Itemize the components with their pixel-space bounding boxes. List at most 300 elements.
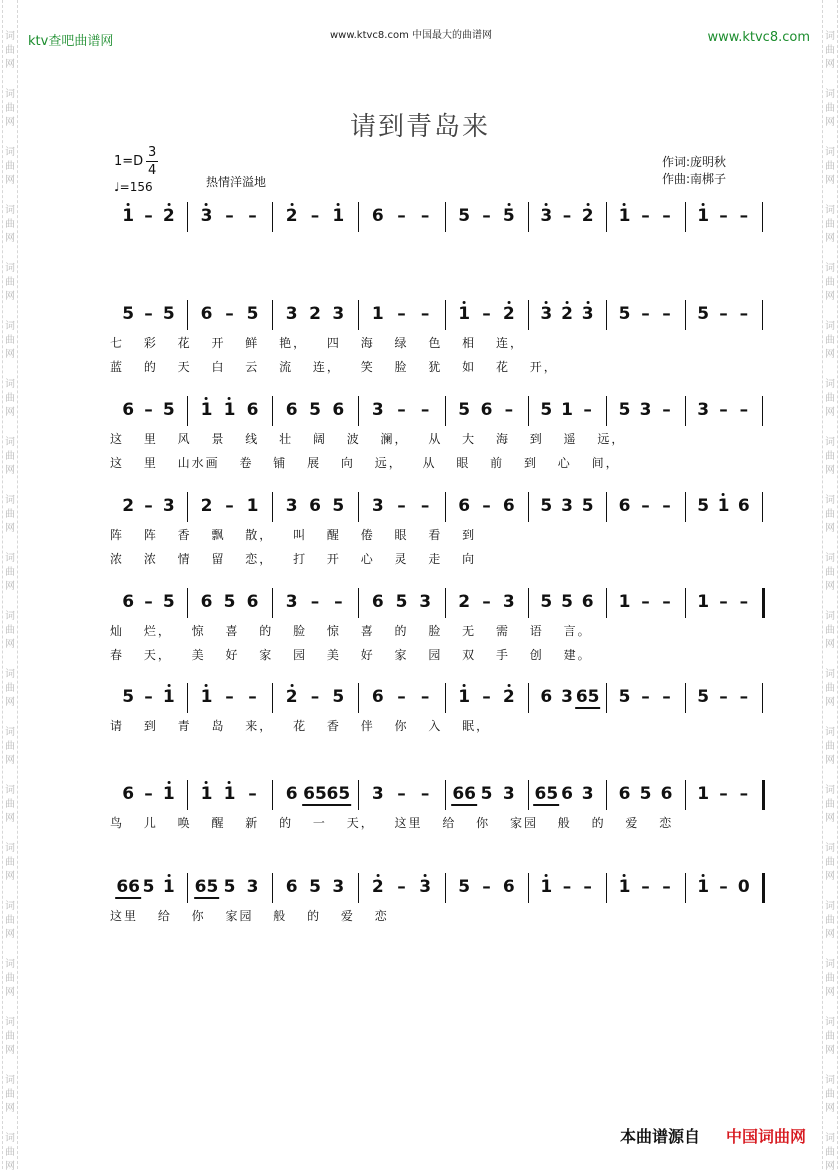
lyric-line: 请 到 青 岛 来， 花 香 伴 你 入 眠，: [110, 719, 491, 733]
bar-line: [445, 588, 446, 618]
note: 6: [371, 687, 384, 707]
note: 2: [163, 206, 175, 226]
note: –: [248, 784, 257, 804]
bar-line: [358, 300, 359, 330]
bar-line: [606, 492, 607, 522]
bar-line: [358, 873, 359, 903]
note: 5: [618, 400, 631, 420]
note: –: [310, 592, 320, 612]
note: 1: [332, 206, 344, 226]
bar-line: [272, 873, 273, 903]
note: 3: [371, 784, 384, 804]
bar-line: [606, 780, 607, 810]
note: –: [248, 206, 257, 226]
note: –: [739, 304, 749, 324]
watermark-text: 词 曲 网: [5, 147, 15, 186]
note: 2: [122, 496, 135, 516]
watermark-text: 词 曲 网: [825, 495, 835, 534]
note: 6: [581, 592, 594, 612]
watermark-text: 词 曲 网: [5, 379, 15, 418]
note: –: [662, 304, 671, 324]
note: 5: [458, 206, 471, 226]
bar-line: [528, 202, 529, 232]
note: –: [334, 592, 343, 612]
watermark-text: 词 曲 网: [825, 147, 835, 186]
lyric-line: 七 彩 花 开 鲜 艳， 四 海 绿 色 相 连，: [110, 336, 524, 350]
note: –: [310, 687, 320, 707]
bar-line: [528, 780, 529, 810]
bar-line: [187, 202, 188, 232]
note: 66: [116, 877, 140, 897]
watermark-text: 词 曲 网: [825, 611, 835, 650]
note: 3: [162, 496, 175, 516]
note: –: [739, 784, 749, 804]
lyric-line: 蓝 的 天 白 云 流 连， 笑 脸 犹 如 花 开，: [110, 360, 558, 374]
lyric-line: 这里 给 你 家园 般 的 爱 恋: [110, 909, 389, 923]
note: 2: [503, 304, 515, 324]
note: 3: [502, 784, 515, 804]
note: 65: [534, 784, 559, 804]
note: –: [144, 206, 153, 226]
bar-line: [685, 780, 686, 810]
note: 2: [503, 687, 515, 707]
note: –: [397, 877, 406, 897]
note: 0: [737, 877, 750, 897]
watermark-text: 词 曲 网: [5, 321, 15, 360]
note: 6: [540, 687, 553, 707]
header-site-url[interactable]: www.ktvc8.com: [707, 30, 810, 45]
watermark-text: 词 曲 网: [825, 727, 835, 766]
bar-line: [445, 300, 446, 330]
watermark-text: 词 曲 网: [5, 959, 15, 998]
note: –: [482, 206, 491, 226]
note: 6: [371, 206, 384, 226]
lyric-line: 浓 浓 情 留 恋， 打 开 心 灵 走 向: [110, 552, 477, 566]
bar-line: [272, 300, 273, 330]
watermark-text: 词 曲 网: [825, 1075, 835, 1114]
lyric-line: 春 天， 美 好 家 园 美 好 家 园 双 手 创 建。: [110, 648, 592, 662]
note: 3: [419, 877, 431, 897]
note: –: [225, 496, 234, 516]
note: 5: [246, 304, 259, 324]
note: –: [641, 687, 650, 707]
watermark-text: 词 曲 网: [5, 263, 15, 302]
note: 6: [737, 496, 750, 516]
note: 1: [540, 877, 552, 897]
watermark-text: 词 曲 网: [825, 437, 835, 476]
composer-credit: 作曲:南梆子: [662, 172, 727, 186]
bar-line: [528, 683, 529, 713]
note: 3: [285, 304, 298, 324]
note: 5: [223, 877, 236, 897]
score-row: [110, 780, 762, 810]
time-signature-bottom: 4: [148, 163, 157, 178]
note: 6: [309, 496, 321, 516]
bar-line: [528, 588, 529, 618]
note: –: [719, 400, 728, 420]
watermark-text: 词 曲 网: [825, 553, 835, 592]
watermark-text: 词 曲 网: [5, 31, 15, 70]
note: 6: [200, 304, 213, 324]
watermark-text: 词 曲 网: [5, 785, 15, 824]
note: –: [641, 206, 650, 226]
bar-line: [358, 588, 359, 618]
note: 5: [697, 304, 710, 324]
watermark-text: 词 曲 网: [825, 89, 835, 128]
note: –: [719, 592, 728, 612]
note: 5: [332, 687, 345, 707]
note: –: [583, 400, 592, 420]
note: 6: [246, 400, 259, 420]
note: 3: [285, 496, 298, 516]
note: 3: [371, 496, 384, 516]
bar-line: [445, 396, 446, 426]
bar-line: [762, 683, 763, 713]
note: –: [641, 592, 650, 612]
bar-line: [272, 202, 273, 232]
note: –: [662, 206, 671, 226]
note: 3: [581, 784, 594, 804]
note: 5: [561, 592, 573, 612]
note: 1: [618, 592, 631, 612]
note: –: [641, 877, 650, 897]
note: 1: [246, 496, 259, 516]
note: –: [420, 206, 430, 226]
note: 1: [224, 784, 236, 804]
bar-line: [445, 202, 446, 232]
score-row: [110, 300, 762, 330]
note: 1: [163, 784, 175, 804]
bar-line: [358, 683, 359, 713]
note: 6: [371, 592, 384, 612]
header-site-name[interactable]: ktv查吧曲谱网: [28, 34, 114, 49]
note: 3: [540, 304, 552, 324]
note: 5: [395, 592, 408, 612]
note: 5: [122, 687, 135, 707]
note: –: [225, 687, 234, 707]
watermark-text: 词 曲 网: [825, 379, 835, 418]
note: –: [397, 400, 406, 420]
note: 1: [458, 304, 470, 324]
note: 5: [458, 400, 471, 420]
watermark-text: 词 曲 网: [825, 959, 835, 998]
note: 5: [540, 400, 553, 420]
note: –: [662, 687, 671, 707]
lyricist-credit: 作词:庞明秋: [662, 155, 727, 169]
note: 2: [200, 496, 213, 516]
bar-line: [358, 492, 359, 522]
note: 6: [246, 592, 259, 612]
note: 1: [163, 877, 175, 897]
note: 3: [332, 877, 345, 897]
note: –: [248, 687, 257, 707]
note: 1: [458, 687, 470, 707]
note: –: [662, 496, 671, 516]
note: 2: [561, 304, 573, 324]
lyric-line: 这 里 山水画 卷 铺 展 向 远， 从 眼 前 到 心 间，: [110, 456, 620, 470]
note: 5: [480, 784, 493, 804]
bar-line: [762, 202, 763, 232]
note: –: [739, 206, 749, 226]
note: 2: [458, 592, 471, 612]
note: –: [739, 400, 749, 420]
note: 5: [639, 784, 652, 804]
note: 1: [163, 687, 175, 707]
watermark-text: 词 曲 网: [825, 31, 835, 70]
bar-line: [685, 492, 686, 522]
watermark-text: 词 曲 网: [5, 727, 15, 766]
bar-line: [685, 873, 686, 903]
bar-line: [445, 492, 446, 522]
note: –: [562, 206, 572, 226]
note: 6: [618, 784, 631, 804]
note: –: [719, 784, 728, 804]
note: 1: [697, 206, 709, 226]
note: 65: [575, 687, 600, 707]
bar-line: [762, 300, 763, 330]
lyric-line: 阵 阵 香 飘 散， 叫 醒 倦 眼 看 到: [110, 528, 477, 542]
note: 6: [122, 400, 135, 420]
note: –: [144, 400, 153, 420]
bar-line: [606, 202, 607, 232]
note: –: [482, 496, 491, 516]
key-signature: 1=D: [114, 154, 144, 169]
bar-line: [685, 396, 686, 426]
bar-line: [187, 873, 188, 903]
note: 3: [246, 877, 259, 897]
note: 2: [286, 687, 298, 707]
bar-line: [272, 780, 273, 810]
footer-source-site[interactable]: 中国词曲网: [725, 1127, 806, 1146]
note: 3: [419, 592, 432, 612]
note: –: [739, 687, 749, 707]
note: 6: [122, 784, 135, 804]
note: –: [482, 304, 491, 324]
note: –: [641, 496, 650, 516]
note: –: [420, 496, 430, 516]
watermark-text: 词 曲 网: [825, 1017, 835, 1056]
note: 5: [697, 687, 710, 707]
note: 5: [697, 496, 710, 516]
score-row: [110, 683, 762, 713]
footer-source-label: 本曲谱源自: [619, 1127, 700, 1146]
note: 5: [503, 206, 515, 226]
watermark-text: 词 曲 网: [825, 843, 835, 882]
bar-line: [358, 780, 359, 810]
note: 1: [201, 400, 213, 420]
watermark-text: 词 曲 网: [825, 205, 835, 244]
watermark-text: 词 曲 网: [825, 321, 835, 360]
bar-line: [685, 300, 686, 330]
watermark-text: 词 曲 网: [5, 611, 15, 650]
bar-line: [187, 492, 188, 522]
watermark-text: 词 曲 网: [5, 1133, 15, 1172]
note: 1: [561, 400, 573, 420]
note: 5: [162, 400, 175, 420]
header-site-slogan[interactable]: www.ktvc8.com 中国最大的曲谱网: [330, 30, 493, 41]
note: 3: [639, 400, 652, 420]
note: 3: [201, 206, 213, 226]
bar-line: [358, 396, 359, 426]
bar-line: [272, 588, 273, 618]
bar-line: [528, 492, 529, 522]
song-title: 请到青岛来: [349, 112, 490, 142]
note: –: [562, 877, 572, 897]
note: –: [420, 400, 430, 420]
note: 2: [372, 877, 384, 897]
note: –: [719, 206, 728, 226]
note: 65: [326, 784, 351, 804]
note: 6: [502, 496, 515, 516]
note: 6: [122, 592, 135, 612]
time-signature-top: 3: [148, 145, 157, 160]
note: 3: [332, 304, 345, 324]
note: 5: [458, 877, 471, 897]
note: –: [482, 877, 491, 897]
bar-line: [272, 492, 273, 522]
bar-line: [187, 780, 188, 810]
watermark-text: 词 曲 网: [5, 437, 15, 476]
note: 3: [561, 687, 573, 707]
note: 5: [223, 592, 236, 612]
note: 1: [122, 206, 134, 226]
note: 1: [619, 206, 631, 226]
note: –: [420, 784, 430, 804]
watermark-text: 词 曲 网: [5, 205, 15, 244]
note: –: [482, 687, 491, 707]
note: –: [420, 687, 430, 707]
note: 65: [303, 784, 327, 804]
note: –: [482, 592, 491, 612]
bar-line: [528, 300, 529, 330]
bar-line: [528, 873, 529, 903]
note: 1: [697, 784, 710, 804]
note: 3: [582, 304, 594, 324]
bar-line: [187, 683, 188, 713]
note: 6: [660, 784, 673, 804]
note: –: [144, 687, 153, 707]
note: 1: [224, 400, 236, 420]
note: 5: [142, 877, 155, 897]
note: 5: [162, 304, 175, 324]
note: 5: [309, 400, 321, 420]
bar-line: [187, 300, 188, 330]
bar-line: [606, 588, 607, 618]
bar-line: [358, 202, 359, 232]
watermark-text: 词 曲 网: [5, 495, 15, 534]
note: 2: [286, 206, 298, 226]
note: –: [719, 877, 728, 897]
bar-line: [445, 873, 446, 903]
note: 1: [697, 592, 710, 612]
note: 5: [618, 687, 631, 707]
note: –: [310, 206, 320, 226]
note: 5: [618, 304, 631, 324]
bar-line: [272, 683, 273, 713]
bar-line: [528, 396, 529, 426]
lyric-line: 这 里 风 景 线 壮 阔 波 澜， 从 大 海 到 遥 远，: [110, 432, 626, 446]
bar-line: [762, 780, 765, 810]
note: –: [662, 592, 671, 612]
note: 6: [285, 877, 298, 897]
note: 1: [201, 784, 213, 804]
watermark-text: 词 曲 网: [825, 901, 835, 940]
note: 2: [309, 304, 321, 324]
note: –: [504, 400, 514, 420]
note: 1: [371, 304, 384, 324]
watermark-text: 词 曲 网: [825, 785, 835, 824]
note: 5: [162, 592, 175, 612]
bar-line: [762, 492, 763, 522]
note: 2: [582, 206, 594, 226]
bar-line: [606, 873, 607, 903]
note: –: [719, 687, 728, 707]
note: 3: [371, 400, 384, 420]
watermark-text: 词 曲 网: [5, 1075, 15, 1114]
note: 3: [502, 592, 515, 612]
watermark-text: 词 曲 网: [5, 1017, 15, 1056]
bar-line: [445, 683, 446, 713]
bar-line: [762, 396, 763, 426]
bar-line: [762, 588, 765, 618]
note: 6: [618, 496, 631, 516]
time-signature-line: [146, 161, 158, 162]
score-row: [110, 492, 762, 522]
note: 5: [581, 496, 594, 516]
note: 5: [540, 592, 553, 612]
bar-line: [445, 780, 446, 810]
note: –: [225, 304, 234, 324]
watermark-text: 词 曲 网: [5, 553, 15, 592]
note: 5: [332, 496, 345, 516]
bar-line: [685, 202, 686, 232]
note: –: [397, 687, 406, 707]
note: 3: [697, 400, 710, 420]
bar-line: [685, 588, 686, 618]
note: 6: [285, 400, 298, 420]
bar-line: [606, 396, 607, 426]
note: –: [144, 304, 153, 324]
tempo-marking: ♩=156: [114, 180, 153, 194]
bar-line: [762, 873, 765, 903]
watermark-text: 词 曲 网: [5, 843, 15, 882]
note: –: [144, 496, 153, 516]
note: 3: [540, 206, 552, 226]
note: 6: [561, 784, 573, 804]
watermark-text: 词 曲 网: [825, 1133, 835, 1172]
note: 1: [697, 877, 709, 897]
bar-line: [187, 588, 188, 618]
note: –: [739, 592, 749, 612]
note: –: [144, 784, 153, 804]
watermark-text: 词 曲 网: [5, 89, 15, 128]
lyric-line: 灿 烂， 惊 喜 的 脸 惊 喜 的 脸 无 需 语 言。: [110, 624, 592, 638]
score-row: [110, 588, 762, 618]
note: 6: [200, 592, 213, 612]
note: –: [583, 877, 592, 897]
note: 6: [480, 400, 493, 420]
bar-line: [606, 300, 607, 330]
note: 1: [201, 687, 213, 707]
note: –: [397, 496, 406, 516]
bar-line: [685, 683, 686, 713]
note: –: [397, 206, 406, 226]
note: –: [662, 877, 671, 897]
note: 6: [332, 400, 345, 420]
note: 1: [718, 496, 730, 516]
note: –: [144, 592, 153, 612]
note: –: [397, 304, 406, 324]
